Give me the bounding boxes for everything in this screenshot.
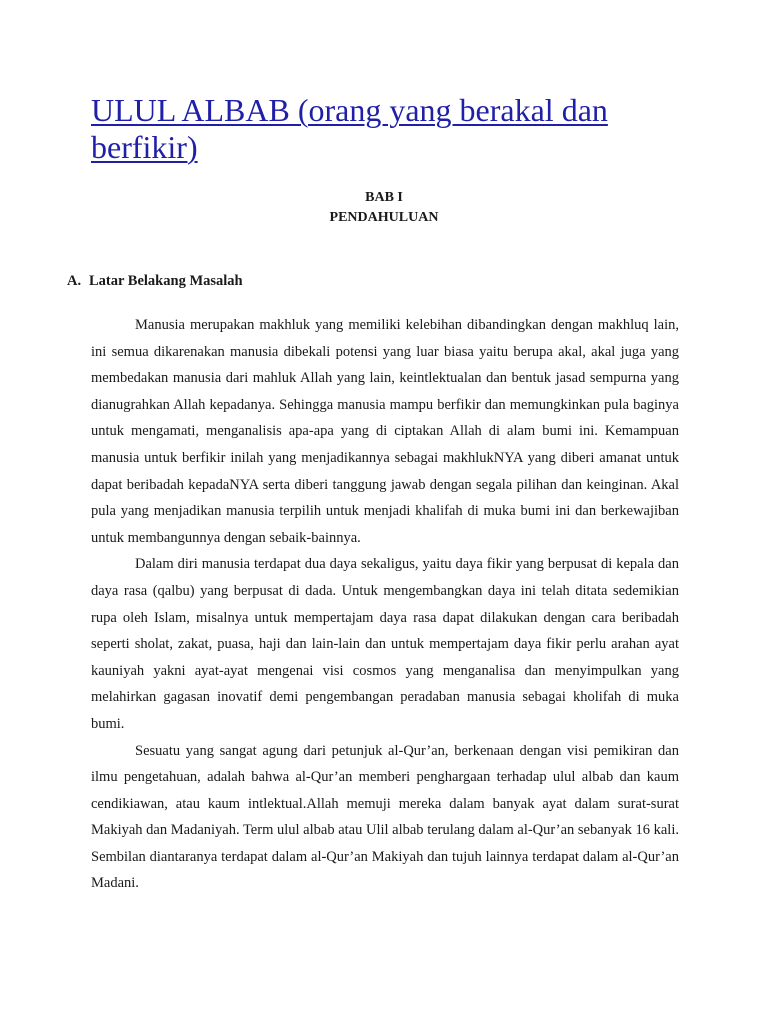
body-text — [91, 312, 679, 897]
paragraph: Sesuatu yang sangat agung dari petunjuk al-Qur’an, berkenaan dengan visi pemikiran dan ilmu pengetahuan, adalah bahwa al-Qur’an memberi penghargaan terhadap ulul albab dan kaum cendikiawan, atau kaum intlektual.Allah memuji mereka dalam banyak ayat dalam surat-surat Makiyah dan Madaniyah. Term ulul albab atau Ulil albab terulang dalam al-Qur’an sebanyak 16 kali. Sembilan diantaranya terdapat dalam al-Qur’an Makiyah dan tujuh lainnya terdapat dalam al-Qur’an Madani. — [91, 742, 679, 892]
chapter-title: PENDAHULUAN — [329, 210, 439, 225]
chapter-number: BAB I — [365, 190, 403, 205]
section-marker: A. — [67, 273, 82, 289]
paragraph: Dalam diri manusia terdapat dua daya sekaligus, yaitu daya fikir yang berpusat di kepala dan daya rasa (qalbu) yang berpusat di dada. Untuk mengembangkan daya ini telah ditata sedemikian rupa oleh Islam, misalnya untuk mempertajam daya rasa dapat dilakukan dengan cara beribadah seperti sholat, zakat, puasa, haji dan lain-lain dan untuk mempertajam daya fikir perlu arahan ayat kauniyah yakni ayat-ayat mengenai visi cosmos yang menganalisa dan menyimpulkan yang melahirkan gagasan inovatif demi pengembangan peradaban manusia sebagai kholifah di muka bumi. — [91, 556, 679, 732]
paragraph: Manusia merupakan makhluk yang memiliki kelebihan dibandingkan dengan makhluq lain, ini semua dikarenakan manusia dibekali potensi yang luar biasa yaitu berupa akal, akal juga yang membedakan manusia dari mahluk Allah yang lain, keintlektualan dan bentuk jasad sempurna yang dianugrahkan Allah kepadanya. Sehingga manusia mampu berfikir dan memungkinkan pula baginya untuk mengamati, menganalisis apa-apa yang di ciptakan Allah di alam bumi ini. Kemampuan manusia untuk berfikir inilah yang menjadikannya sebagai makhlukNYA yang diberi amanat untuk dapat beribadah kepadaNYA serta diberi tanggung jawab dengan segala pilihan dan keinginan. Akal pula yang menjadikan manusia terpilih untuk menjadi khalifah di muka bumi ini dan berkewajiban untuk membangunnya dengan sebaik-bainnya. — [91, 317, 679, 546]
document-title: ULUL ALBAB (orang yang berakal dan berfikir) — [91, 92, 608, 165]
section-heading — [67, 271, 243, 291]
chapter-header — [0, 188, 768, 228]
section-heading-text: Latar Belakang Masalah — [89, 273, 243, 289]
